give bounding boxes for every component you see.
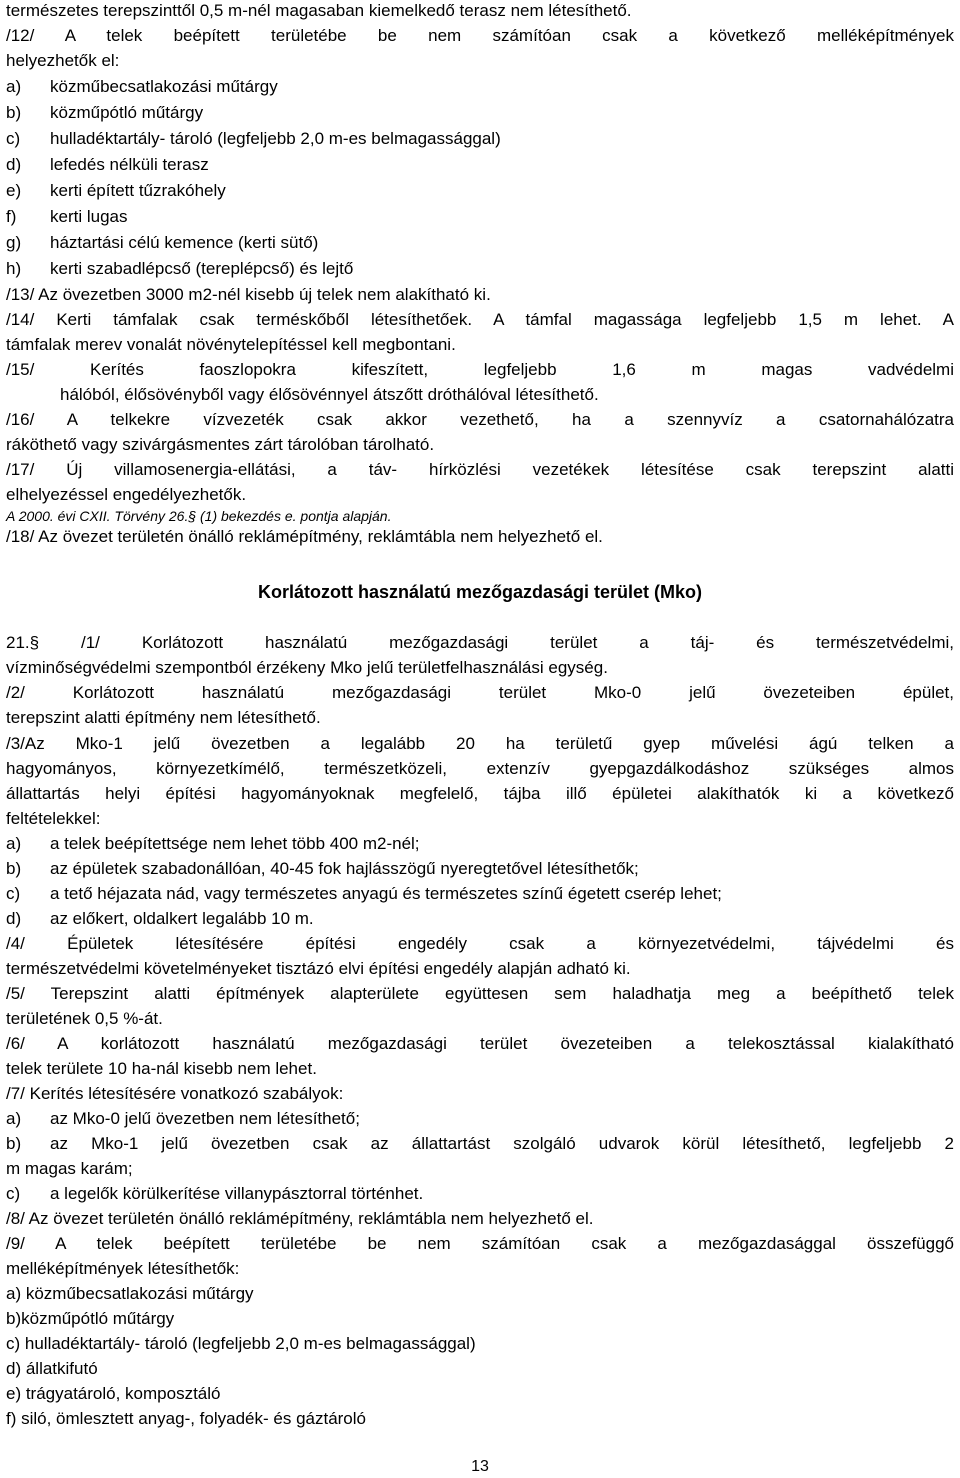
section-21-2-line-1: /2/ Korlátozott használatú mezőgazdasági terület Mko-0 jelű övezeteiben épület,: [6, 683, 954, 702]
section-21-3-line-2: hagyományos, környezetkímélő, természetközeli, extenzív gyepgazdálkodáshoz szükséges almos: [6, 759, 954, 778]
list-item: a) a telek beépítettsége nem lehet több 400 m2-nél;: [6, 834, 420, 853]
section-21-3-line-4: feltételekkel:: [6, 809, 101, 828]
paragraph-16-line-1: /16/ A telkekre vízvezeték csak akkor vezethető, ha a szennyvíz a csatornahálózatra: [6, 410, 954, 429]
list-item: f) kerti lugas: [6, 207, 128, 226]
section-21-3-line-3: állattartás helyi építési hagyományoknak megfelelő, tájba illő épületei alakíthatók ki a következő: [6, 784, 954, 803]
paragraph-18: /18/ Az övezet területén önálló reklámépítmény, reklámtábla nem helyezhető el.: [6, 527, 603, 546]
section-21-6-line-1: /6/ A korlátozott használatú mezőgazdasági terület övezeteiben a telekosztással kialakítható: [6, 1034, 954, 1053]
list-item: c) hulladéktartály- tároló (legfeljebb 2,0 m-es belmagassággal): [6, 129, 501, 148]
paragraph-17-line-1: /17/ Új villamosenergia-ellátási, a táv- hírközlési vezetékek létesítése csak terepszint alatti: [6, 460, 954, 479]
list-item: a) közműbecsatlakozási műtárgy: [6, 1284, 254, 1303]
section-21-2-line-2: terepszint alatti építmény nem létesíthető.: [6, 708, 321, 727]
list-item-continuation: m magas karám;: [6, 1159, 133, 1178]
list-item: d) állatkifutó: [6, 1359, 98, 1378]
section-21-9-line-1: /9/ A telek beépített területébe be nem számítóan csak a mezőgazdasággal összefüggő: [6, 1234, 954, 1253]
paragraph-16-line-2: ráköthető vagy szivárgásmentes zárt tárolóban tárolható.: [6, 435, 435, 454]
paragraph-14-line-2: támfalak merev vonalát növénytelepítéssel kell megbontani.: [6, 335, 456, 354]
section-21-7: /7/ Kerítés létesítésére vonatkozó szabályok:: [6, 1084, 344, 1103]
section-21-1-line-2: vízminőségvédelmi szempontból érzékeny Mko jelű területfelhasználási egység.: [6, 658, 608, 677]
list-item: a) közműbecsatlakozási műtárgy: [6, 77, 278, 96]
paragraph-14-line-1: /14/ Kerti támfalak csak terméskőből létesíthetőek. A támfal magassága legfeljebb 1,5 m lehet. A: [6, 310, 954, 329]
section-heading: Korlátozott használatú mezőgazdasági terület (Mko): [257, 582, 703, 602]
section-21-4-line-2: természetvédelmi követelményeket tisztázó elvi építési engedély alapján adható ki.: [6, 959, 631, 978]
list-item: a) az Mko-0 jelű övezetben nem létesíthető;: [6, 1109, 360, 1128]
section-21-3-line-1: /3/Az Mko-1 jelű övezetben a legalább 20 ha területű gyep művelési ágú telken a: [6, 734, 954, 753]
list-item: c) hulladéktartály- tároló (legfeljebb 2,0 m-es belmagassággal): [6, 1334, 476, 1353]
list-item: h) kerti szabadlépcső (tereplépcső) és lejtő: [6, 259, 354, 278]
list-item: e) kerti épített tűzrakóhely: [6, 181, 226, 200]
list-item: f) siló, ömlesztett anyag-, folyadék- és gáztároló: [6, 1409, 366, 1428]
list-item: b) az épületek szabadonállóan, 40-45 fok hajlásszögű nyeregtetővel létesíthetők;: [6, 859, 639, 878]
list-item: d) az előkert, oldalkert legalább 10 m.: [6, 909, 314, 928]
list-item: g) háztartási célú kemence (kerti sütő): [6, 233, 319, 252]
section-21-5-line-1: /5/ Terepszint alatti építmények alapterülete együttesen sem haladhatja meg a beépíthető telek: [6, 984, 954, 1003]
legal-footnote: A 2000. évi CXII. Törvény 26.§ (1) bekezdés e. pontja alapján.: [6, 508, 392, 524]
list-item: c) a legelők körülkerítése villanypásztorral történhet.: [6, 1184, 424, 1203]
page-number: 13: [471, 1458, 489, 1475]
section-21-6-line-2: telek területe 10 ha-nál kisebb nem lehet.: [6, 1059, 317, 1078]
paragraph-12-line-1: /12/ A telek beépített területébe be nem számítóan csak a következő melléképítmények: [6, 26, 954, 45]
section-21-4-line-1: /4/ Épületek létesítésére építési engedély csak a környezetvédelmi, tájvédelmi és: [6, 934, 954, 953]
section-21-1-line-1: 21.§ /1/ Korlátozott használatú mezőgazdasági terület a táj- és természetvédelmi,: [6, 633, 954, 652]
section-21-5-line-2: területének 0,5 %-át.: [6, 1009, 163, 1028]
list-item: c) a tető héjazata nád, vagy természetes anyagú és természetes színű égetett cserép lehet;: [6, 884, 722, 903]
paragraph-15-line-2: hálóból, élősövényből vagy élősövénnyel átszőtt dróthálóval létesíthető.: [60, 385, 599, 404]
section-21-8: /8/ Az övezet területén önálló reklámépítmény, reklámtábla nem helyezhető el.: [6, 1209, 594, 1228]
paragraph-15-line-1: /15/ Kerítés faoszlopokra kifeszített, legfeljebb 1,6 m magas vadvédelmi: [6, 360, 954, 379]
section-21-9-line-2: melléképítmények létesíthetők:: [6, 1259, 240, 1278]
paragraph-17-line-2: elhelyezéssel engedélyezhetők.: [6, 485, 247, 504]
text-line: természetes terepszinttől 0,5 m-nél magasaban kiemelkedő terasz nem létesíthető.: [6, 1, 632, 20]
paragraph-13: /13/ Az övezetben 3000 m2-nél kisebb új telek nem alakítható ki.: [6, 285, 491, 304]
paragraph-12-line-2: helyezhetők el:: [6, 51, 120, 70]
list-item: d) lefedés nélküli terasz: [6, 155, 209, 174]
list-item: e) trágyatároló, komposztáló: [6, 1384, 221, 1403]
list-item: b)közműpótló műtárgy: [6, 1309, 175, 1328]
list-item: b) az Mko-1 jelű övezetben csak az állattartást szolgáló udvarok körül létesíthető, legfeljebb 2: [6, 1134, 954, 1153]
list-item: b) közműpótló műtárgy: [6, 103, 204, 122]
